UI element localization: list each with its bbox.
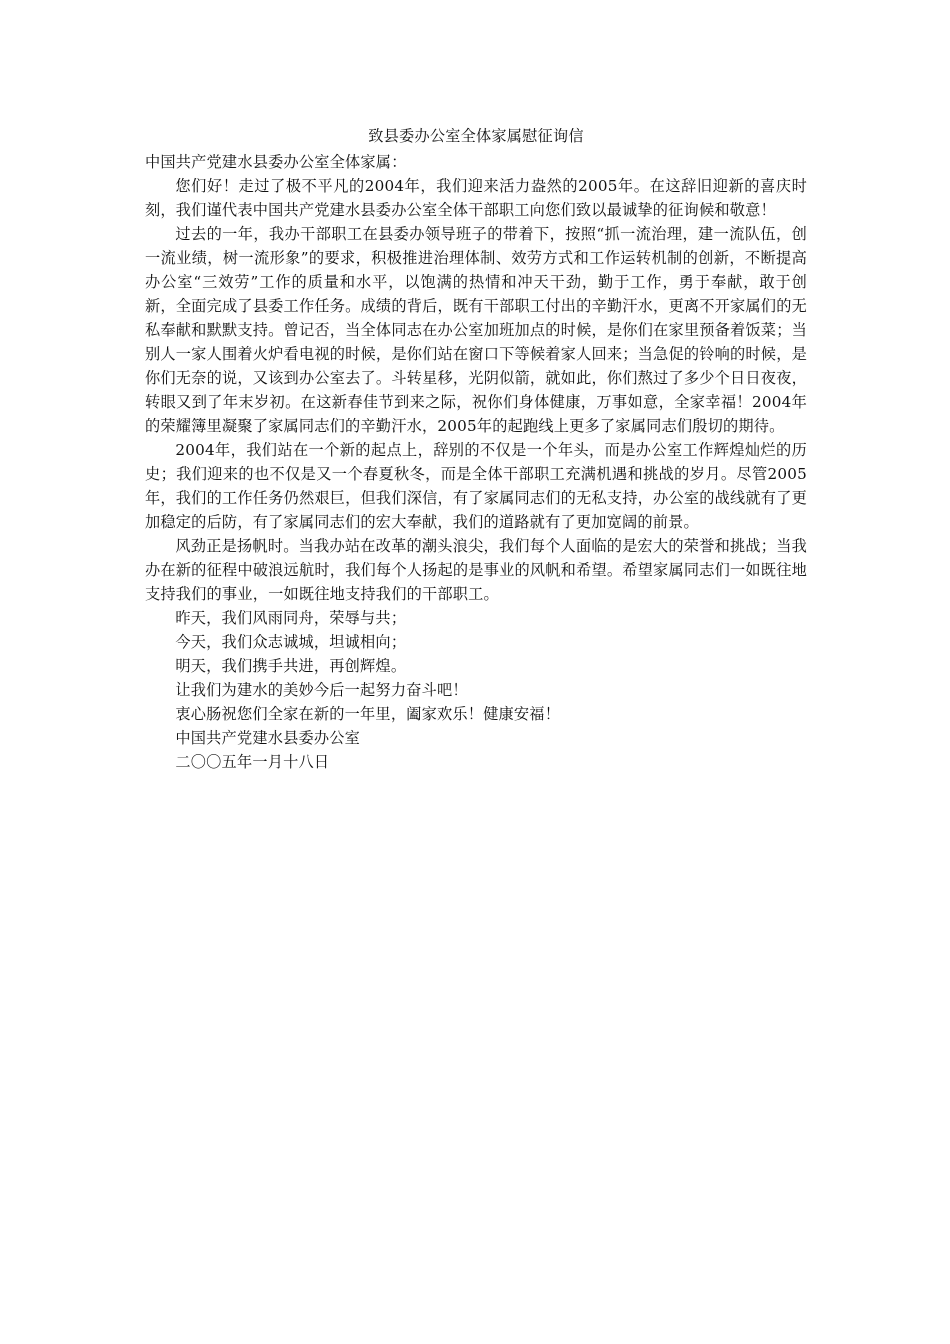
closing-line-yesterday: 昨天，我们风雨同舟，荣辱与共； bbox=[175, 609, 407, 627]
closing-line-tomorrow: 明天，我们携手共进，再创辉煌。 bbox=[175, 657, 407, 675]
letter-body bbox=[145, 122, 807, 774]
letter-date: 二〇〇五年一月十八日 bbox=[175, 753, 330, 771]
closing-line-today: 今天，我们众志诚城，坦诚相向； bbox=[175, 633, 407, 651]
paragraph-hope: 风劲正是扬帆时。当我办站在改革的潮头浪尖，我们每个人面临的是宏大的荣誉和挑战；当我办在新的征程中破浪远航时，我们每个人扬起的是事业的风帆和希望。希望家属同志们一如既往地支持我们的事业，一如既往地支持我们的干部职工。 bbox=[145, 537, 807, 603]
paragraph-greeting: 您们好！走过了极不平凡的2004年，我们迎来活力盎然的2005年。在这辞旧迎新的喜庆时刻，我们谨代表中国共产党建水县委办公室全体干部职工向您们致以最诚挚的征询候和敬意！ bbox=[145, 177, 807, 219]
salutation: 中国共产党建水县委办公室全体家属： bbox=[145, 153, 407, 171]
closing-line-struggle: 让我们为建水的美妙今后一起努力奋斗吧！ bbox=[175, 681, 468, 699]
signature: 中国共产党建水县委办公室 bbox=[175, 729, 361, 747]
paragraph-outlook: 2004年，我们站在一个新的起点上，辞别的不仅是一个年头，而是办公室工作辉煌灿烂的历史；我们迎来的也不仅是又一个春夏秋冬，而是全体干部职工充满机遇和挑战的岁月。尽管2005年，我们的工作任务仍然艰巨，但我们深信，有了家属同志们的无私支持，办公室的战线就有了更加稳定的后防，有了家属同志们的宏大奉献，我们的道路就有了更加宽阔的前景。 bbox=[145, 441, 807, 531]
paragraph-review: 过去的一年，我办干部职工在县委办领导班子的带着下，按照“抓一流治理，建一流队伍，创一流业绩，树一流形象”的要求，积极推进治理体制、效劳方式和工作运转机制的创新，不断提高办公室“三效劳”工作的质量和水平，以饱满的热情和冲天干劲，勤于工作，勇于奉献，敢于创新，全面完成了县委工作任务。成绩的背后，既有干部职工付出的辛勤汗水，更离不开家属们的无私奉献和默默支持。曾记否，当全体同志在办公室加班加点的时候，是你们在家里预备着饭菜；当别人一家人围着火炉看电视的时候，是你们站在窗口下等候着家人回来；当急促的铃响的时候，是你们无奈的说，又该到办公室去了。斗转星移，光阴似箭，就如此，你们熬过了多少个日日夜夜，转眼又到了年末岁初。在这新春佳节到来之际，祝你们身体健康，万事如意，全家幸福！2004年的荣耀簿里凝聚了家属同志们的辛勤汗水，2005年的起跑线上更多了家属同志们殷切的期待。 bbox=[145, 225, 807, 435]
closing-line-wishes: 衷心肠祝您们全家在新的一年里，阖家欢乐！健康安福！ bbox=[175, 705, 561, 723]
letter-title: 致县委办公室全体家属慰征询信 bbox=[368, 127, 584, 145]
